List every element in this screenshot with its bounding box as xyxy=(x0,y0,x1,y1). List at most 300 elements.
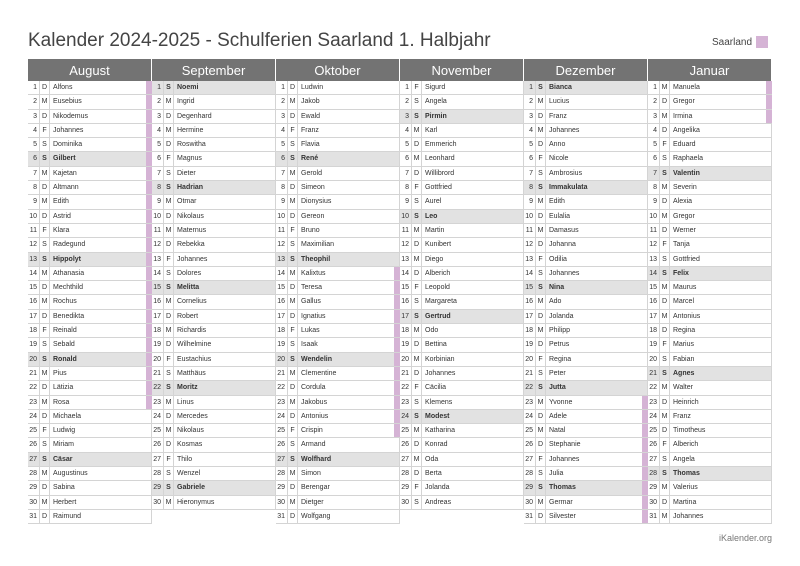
day-row xyxy=(400,396,524,410)
day-row xyxy=(524,396,648,410)
day-number: 21 xyxy=(524,367,536,380)
day-row xyxy=(276,310,400,324)
name-day: Athanasia xyxy=(50,267,152,280)
day-row xyxy=(400,138,524,152)
weekday: F xyxy=(660,438,670,451)
weekday: S xyxy=(288,353,298,366)
day-number: 21 xyxy=(28,367,40,380)
day-row xyxy=(524,152,648,166)
weekday: D xyxy=(40,281,50,294)
day-row xyxy=(648,510,772,524)
day-row xyxy=(28,496,152,510)
day-number: 19 xyxy=(648,338,660,351)
name-day: Leo xyxy=(422,210,524,223)
day-number: 2 xyxy=(276,95,288,108)
weekday: D xyxy=(412,338,422,351)
day-row xyxy=(400,224,524,238)
weekday: M xyxy=(288,467,298,480)
day-number: 17 xyxy=(524,310,536,323)
name-day: Franz xyxy=(298,124,400,137)
day-row xyxy=(524,167,648,181)
name-day: Diego xyxy=(422,253,524,266)
day-number: 14 xyxy=(28,267,40,280)
day-row xyxy=(400,267,524,281)
name-day: Radegund xyxy=(50,238,152,251)
weekday: S xyxy=(412,210,422,223)
day-number: 5 xyxy=(524,138,536,151)
name-day: Damasus xyxy=(546,224,648,237)
name-day: Maurus xyxy=(670,281,772,294)
name-day: Pius xyxy=(50,367,152,380)
name-day: Matthäus xyxy=(174,367,276,380)
name-day: Simon xyxy=(298,467,400,480)
day-number: 9 xyxy=(648,195,660,208)
weekday: M xyxy=(536,124,546,137)
day-number: 10 xyxy=(28,210,40,223)
day-number: 22 xyxy=(400,381,412,394)
day-row xyxy=(524,510,648,524)
name-day: Felix xyxy=(670,267,772,280)
name-day: Melitta xyxy=(174,281,276,294)
day-row xyxy=(524,381,648,395)
day-number: 27 xyxy=(524,453,536,466)
name-day: Dieter xyxy=(174,167,276,180)
day-number: 22 xyxy=(152,381,164,394)
day-row xyxy=(276,124,400,138)
day-row xyxy=(276,167,400,181)
weekday: M xyxy=(412,424,422,437)
day-row xyxy=(648,238,772,252)
day-number: 22 xyxy=(648,381,660,394)
day-number: 8 xyxy=(276,181,288,194)
legend-swatch xyxy=(756,36,768,48)
day-number: 3 xyxy=(152,110,164,123)
day-row xyxy=(28,81,152,95)
weekday: M xyxy=(660,110,670,123)
day-number: 7 xyxy=(276,167,288,180)
name-day: Germar xyxy=(546,496,648,509)
day-number: 20 xyxy=(648,353,660,366)
weekday: M xyxy=(660,210,670,223)
weekday: M xyxy=(660,181,670,194)
day-row xyxy=(28,253,152,267)
day-row xyxy=(152,138,276,152)
name-day: Yvonne xyxy=(546,396,648,409)
day-number: 26 xyxy=(648,438,660,451)
day-row xyxy=(28,338,152,352)
name-day: Cäcilia xyxy=(422,381,524,394)
weekday: F xyxy=(536,152,546,165)
name-day: Rochus xyxy=(50,295,152,308)
name-day: Thilo xyxy=(174,453,276,466)
day-row xyxy=(28,167,152,181)
day-row xyxy=(648,81,772,95)
weekday: S xyxy=(660,453,670,466)
weekday: M xyxy=(536,324,546,337)
day-number: 19 xyxy=(524,338,536,351)
day-number: 19 xyxy=(400,338,412,351)
day-number: 14 xyxy=(152,267,164,280)
weekday: D xyxy=(660,224,670,237)
name-day: Dolores xyxy=(174,267,276,280)
day-number: 28 xyxy=(28,467,40,480)
name-day: Adele xyxy=(546,410,648,423)
day-number: 26 xyxy=(276,438,288,451)
day-number: 11 xyxy=(524,224,536,237)
day-row xyxy=(648,338,772,352)
weekday: D xyxy=(412,267,422,280)
day-row xyxy=(28,367,152,381)
name-day: Silvester xyxy=(546,510,648,523)
weekday: F xyxy=(40,224,50,237)
name-day: Pirmin xyxy=(422,110,524,123)
weekday: D xyxy=(164,138,174,151)
name-day: Stephanie xyxy=(546,438,648,451)
day-number: 22 xyxy=(28,381,40,394)
day-number: 20 xyxy=(152,353,164,366)
weekday: M xyxy=(164,224,174,237)
weekday: S xyxy=(288,152,298,165)
day-number: 31 xyxy=(276,510,288,523)
weekday: F xyxy=(40,124,50,137)
day-row xyxy=(648,381,772,395)
day-row xyxy=(276,267,400,281)
day-row xyxy=(28,510,152,524)
weekday: M xyxy=(40,496,50,509)
name-day: Moritz xyxy=(174,381,276,394)
day-row xyxy=(152,81,276,95)
name-day: Anno xyxy=(546,138,648,151)
day-row xyxy=(648,267,772,281)
day-row xyxy=(648,295,772,309)
day-number: 20 xyxy=(28,353,40,366)
name-day: Armand xyxy=(298,438,400,451)
name-day: Wolfhard xyxy=(298,453,400,466)
day-row xyxy=(524,467,648,481)
day-number: 25 xyxy=(28,424,40,437)
weekday: S xyxy=(412,410,422,423)
day-number: 25 xyxy=(400,424,412,437)
day-row xyxy=(28,396,152,410)
name-day: Simeon xyxy=(298,181,400,194)
name-day: Bianca xyxy=(546,81,648,94)
day-row xyxy=(524,353,648,367)
name-day: Nikolaus xyxy=(174,424,276,437)
name-day: Gallus xyxy=(298,295,400,308)
day-number: 23 xyxy=(524,396,536,409)
day-row xyxy=(400,81,524,95)
weekday: M xyxy=(164,124,174,137)
weekday: F xyxy=(660,238,670,251)
legend xyxy=(712,36,768,48)
day-number: 21 xyxy=(276,367,288,380)
day-row xyxy=(152,124,276,138)
day-row xyxy=(276,224,400,238)
day-number: 12 xyxy=(648,238,660,251)
name-day: Alfons xyxy=(50,81,152,94)
day-number: 10 xyxy=(648,210,660,223)
weekday: S xyxy=(288,338,298,351)
day-number: 1 xyxy=(648,81,660,94)
day-row xyxy=(276,453,400,467)
name-day: Noemi xyxy=(174,81,276,94)
day-number: 26 xyxy=(152,438,164,451)
month-column xyxy=(28,59,152,527)
day-row xyxy=(28,410,152,424)
day-number: 29 xyxy=(400,481,412,494)
day-number: 10 xyxy=(152,210,164,223)
day-row xyxy=(524,496,648,510)
name-day: Jolanda xyxy=(422,481,524,494)
name-day: Kalixtus xyxy=(298,267,400,280)
weekday: D xyxy=(164,238,174,251)
day-number: 5 xyxy=(400,138,412,151)
weekday: M xyxy=(40,267,50,280)
day-row xyxy=(400,381,524,395)
day-row xyxy=(524,181,648,195)
day-number: 20 xyxy=(276,353,288,366)
name-day: Odo xyxy=(422,324,524,337)
day-number: 17 xyxy=(648,310,660,323)
weekday: S xyxy=(536,81,546,94)
weekday: S xyxy=(288,453,298,466)
day-row xyxy=(28,295,152,309)
name-day: Thomas xyxy=(546,481,648,494)
weekday: D xyxy=(412,238,422,251)
weekday: S xyxy=(536,367,546,380)
name-day: Johannes xyxy=(546,124,648,137)
name-day: Hermine xyxy=(174,124,276,137)
day-number: 19 xyxy=(152,338,164,351)
day-number: 13 xyxy=(276,253,288,266)
weekday: S xyxy=(164,81,174,94)
weekday: F xyxy=(288,324,298,337)
day-number: 19 xyxy=(276,338,288,351)
day-row xyxy=(276,95,400,109)
name-day: Marcel xyxy=(670,295,772,308)
day-row xyxy=(648,424,772,438)
name-day: Hippolyt xyxy=(50,253,152,266)
name-day: Gottfried xyxy=(422,181,524,194)
name-day: Wolfgang xyxy=(298,510,400,523)
day-row xyxy=(648,324,772,338)
legend-label: Saarland xyxy=(712,36,753,48)
name-day: Raphaela xyxy=(670,152,772,165)
weekday: D xyxy=(660,324,670,337)
day-row xyxy=(648,95,772,109)
name-day: Clementine xyxy=(298,367,400,380)
day-row xyxy=(276,152,400,166)
weekday: M xyxy=(40,195,50,208)
weekday: S xyxy=(412,110,422,123)
weekday: S xyxy=(288,253,298,266)
name-day: Ludwin xyxy=(298,81,400,94)
weekday: D xyxy=(40,81,50,94)
day-number: 3 xyxy=(400,110,412,123)
weekday: F xyxy=(536,353,546,366)
name-day: Jolanda xyxy=(546,310,648,323)
name-day: Gregor xyxy=(670,210,772,223)
day-number: 25 xyxy=(524,424,536,437)
day-row xyxy=(400,124,524,138)
day-row xyxy=(400,338,524,352)
weekday: D xyxy=(40,181,50,194)
name-day: René xyxy=(298,152,400,165)
day-number: 6 xyxy=(400,152,412,165)
weekday: M xyxy=(412,224,422,237)
weekday: S xyxy=(412,195,422,208)
day-number: 11 xyxy=(648,224,660,237)
weekday: S xyxy=(536,281,546,294)
day-row xyxy=(648,410,772,424)
page-title: Kalender 2024-2025 - Schulferien Saarland 1. Halbjahr xyxy=(28,30,491,51)
name-day: Kosmas xyxy=(174,438,276,451)
day-row xyxy=(152,353,276,367)
weekday: M xyxy=(288,267,298,280)
name-day: Martin xyxy=(422,224,524,237)
weekday: S xyxy=(288,138,298,151)
day-row xyxy=(152,195,276,209)
weekday: D xyxy=(536,138,546,151)
name-day: Kunibert xyxy=(422,238,524,251)
day-row xyxy=(400,181,524,195)
weekday: F xyxy=(288,424,298,437)
name-day: Alexia xyxy=(670,195,772,208)
weekday: D xyxy=(412,467,422,480)
name-day: Regina xyxy=(670,324,772,337)
month-column xyxy=(276,59,400,527)
weekday: D xyxy=(536,310,546,323)
name-day: Ronald xyxy=(50,353,152,366)
weekday: D xyxy=(288,181,298,194)
day-number: 15 xyxy=(648,281,660,294)
day-number: 31 xyxy=(28,510,40,523)
day-number: 16 xyxy=(28,295,40,308)
day-row xyxy=(152,453,276,467)
weekday: M xyxy=(412,152,422,165)
day-number: 4 xyxy=(648,124,660,137)
day-number: 6 xyxy=(28,152,40,165)
weekday: D xyxy=(40,110,50,123)
name-day: Flavia xyxy=(298,138,400,151)
month-column xyxy=(648,59,772,527)
name-day: Gertrud xyxy=(422,310,524,323)
day-number: 13 xyxy=(524,253,536,266)
day-number: 17 xyxy=(276,310,288,323)
day-number: 24 xyxy=(28,410,40,423)
name-day: Leopold xyxy=(422,281,524,294)
day-row xyxy=(276,81,400,95)
month-header: Januar xyxy=(648,59,772,81)
weekday: S xyxy=(164,481,174,494)
name-day: Franz xyxy=(546,110,648,123)
day-number: 9 xyxy=(152,195,164,208)
name-day: Irmina xyxy=(670,110,772,123)
weekday: S xyxy=(412,496,422,509)
weekday: F xyxy=(40,424,50,437)
weekday: M xyxy=(164,95,174,108)
day-number: 14 xyxy=(276,267,288,280)
day-number: 11 xyxy=(28,224,40,237)
day-row xyxy=(276,410,400,424)
day-number: 9 xyxy=(28,195,40,208)
day-number: 19 xyxy=(28,338,40,351)
weekday: M xyxy=(40,95,50,108)
weekday: S xyxy=(412,95,422,108)
day-row xyxy=(28,110,152,124)
day-number: 6 xyxy=(152,152,164,165)
day-number: 28 xyxy=(648,467,660,480)
name-day: Maximilian xyxy=(298,238,400,251)
day-number: 9 xyxy=(400,195,412,208)
day-row xyxy=(152,152,276,166)
name-day: Bettina xyxy=(422,338,524,351)
day-number: 17 xyxy=(152,310,164,323)
day-row xyxy=(524,210,648,224)
name-day: Ludwig xyxy=(50,424,152,437)
day-number: 8 xyxy=(648,181,660,194)
weekday: M xyxy=(288,167,298,180)
month-header: Oktober xyxy=(276,59,400,81)
day-row xyxy=(28,481,152,495)
name-day: Leonhard xyxy=(422,152,524,165)
day-number: 14 xyxy=(400,267,412,280)
name-day: Jutta xyxy=(546,381,648,394)
day-row xyxy=(276,353,400,367)
name-day: Edith xyxy=(546,195,648,208)
name-day: Herbert xyxy=(50,496,152,509)
name-day: Benedikta xyxy=(50,310,152,323)
day-number: 3 xyxy=(648,110,660,123)
name-day: Gilbert xyxy=(50,152,152,165)
day-row xyxy=(648,353,772,367)
day-number: 17 xyxy=(400,310,412,323)
day-row xyxy=(152,295,276,309)
day-row xyxy=(152,310,276,324)
name-day: Raimund xyxy=(50,510,152,523)
weekday: D xyxy=(40,210,50,223)
day-number: 22 xyxy=(276,381,288,394)
day-row xyxy=(524,253,648,267)
day-row xyxy=(152,481,276,495)
name-day: Nikolaus xyxy=(174,210,276,223)
name-day: Dietger xyxy=(298,496,400,509)
weekday: F xyxy=(164,253,174,266)
day-number: 8 xyxy=(400,181,412,194)
weekday: D xyxy=(40,510,50,523)
day-row xyxy=(400,167,524,181)
name-day: Cäsar xyxy=(50,453,152,466)
day-number: 7 xyxy=(28,167,40,180)
name-day: Johannes xyxy=(50,124,152,137)
weekday: D xyxy=(288,281,298,294)
weekday: S xyxy=(40,453,50,466)
name-day: Astrid xyxy=(50,210,152,223)
name-day: Ambrosius xyxy=(546,167,648,180)
weekday: D xyxy=(660,295,670,308)
day-number: 16 xyxy=(152,295,164,308)
weekday: D xyxy=(40,381,50,394)
weekday: D xyxy=(164,438,174,451)
day-number: 29 xyxy=(648,481,660,494)
weekday: D xyxy=(288,510,298,523)
weekday: S xyxy=(40,338,50,351)
weekday: F xyxy=(288,124,298,137)
weekday: M xyxy=(536,224,546,237)
name-day: Lukas xyxy=(298,324,400,337)
weekday: M xyxy=(536,295,546,308)
weekday: D xyxy=(164,410,174,423)
